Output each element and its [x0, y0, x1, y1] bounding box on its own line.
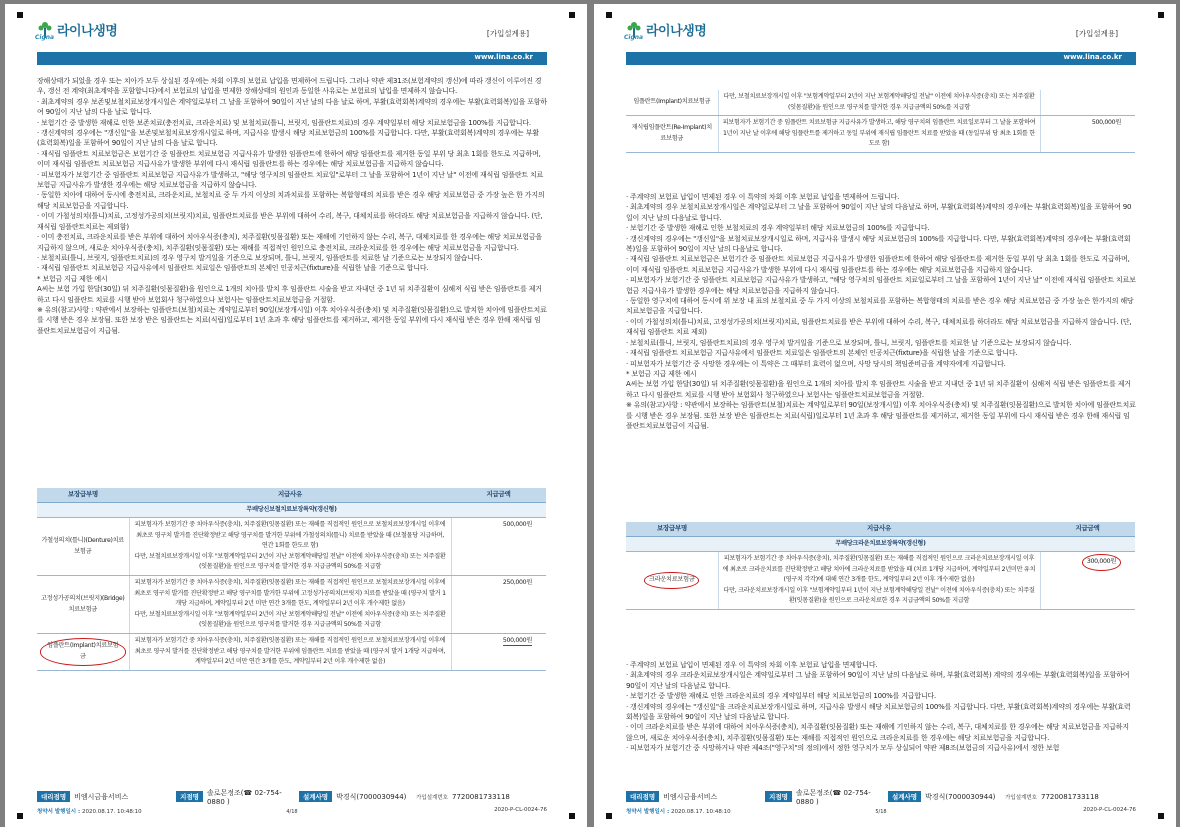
print-date: 청약서 발행일시 : 2020.08.17. 10:48:10 — [37, 809, 142, 815]
page-4 — [5, 4, 587, 827]
footer-label: 설계사명 — [888, 791, 921, 802]
paragraph: 장해상태가 되었을 경우 또는 치아가 모두 상실된 경우에는 차회 이후의 보험료 납입을 면제하여 드립니다. 그러나 약관 제31조(보험계약의 갱신)에 따라 갱신이 이루어진 경우, 갱신 전 계약(최초계약을 포함합니다)에서 보험료의 납입을 면제한 장해상태의 원인과 동일한 사유로는 보험료의 납입을 면제하지 않습니다. — [37, 77, 542, 96]
table-row — [626, 552, 1135, 610]
url-text[interactable]: www.lina.co.kr — [1063, 53, 1122, 61]
benefit-name-text: 재식립임플란트(Re-Implant)치료보험금 — [631, 124, 712, 143]
benefit-name — [37, 576, 129, 634]
payment-reason — [129, 518, 451, 576]
crop-mark — [569, 813, 575, 819]
paragraph: · 피보험자가 보험기간 중 임플란트 치료보험금 지급사유가 발생하고, "해당 영구치의 임플란트 치료일"로부터 그 날을 포함하여 1년이 지난 날" 이전에 재식립 임플란트 치료보험금 지급사유가 발생한 경우에는 해당 치료보험금을 지급하지 않습니다. — [37, 170, 544, 190]
page-number: 4/18 — [286, 809, 298, 815]
crop-mark — [1158, 12, 1164, 18]
footer-branch: 솔로몬정조(☎ 02-754-0880 ) — [206, 788, 282, 806]
paragraph: · 보험기간 중 발생한 재해로 인한 크라운치료의 경우 계약일부터 해당 치료보험금의 100%를 지급합니다. — [626, 692, 937, 701]
paragraph: · 주계약의 보험료 납입이 면제된 경우 이 특약의 차회 이후 보험료 납입을 면제하여 드립니다. — [626, 193, 900, 201]
url-text[interactable]: www.lina.co.kr — [474, 53, 533, 61]
payment-amount — [451, 576, 546, 634]
subheader-text: 무배당신보철치료보장특약(갱신형) — [37, 502, 546, 518]
footer-planner: 박경식(7000030944) — [336, 792, 407, 801]
table-subheader — [37, 502, 546, 518]
page-footer — [37, 788, 547, 806]
table-row — [626, 116, 1135, 153]
table-subheader — [626, 536, 1135, 552]
page-footer-meta — [37, 807, 547, 817]
footer-branch: 솔로몬정조(☎ 02-754-0880 ) — [795, 788, 871, 806]
benefit-name — [626, 552, 718, 610]
reason-paragraph: 다만, 보철치료보장개시일 이후 "보험계약일부터 2년이 지난 보험계약해당일 전날" 이전에 치아우식증(충치) 또는 치주질환(잇몸질환)을 원인으로 영구치를 발거한 경우 지급금액의 50%를 지급함 — [134, 610, 446, 629]
payment-reason — [718, 116, 1040, 153]
paragraph: · 이미 가철성의치(틀니)치료, 고정성가공의치(브릿지)치료, 임플란트치료를 받은 부위에 대하여 수리, 복구, 대체치료를 하더라도 해당 치료보험금을 지급하지 않습니다. (단, 재식립 임플란트치료는 제외함) — [37, 212, 543, 231]
footer-label: 가입설계번호 — [416, 794, 448, 801]
reason-paragraph: 피보험자가 보험기간 중 치아우식증(충치), 치주질환(잇몸질환) 또는 재해를 직접적인 원인으로 보철치료보장개시일 이후에 최초로 영구치 발거를 진단확정받고 해당 영구치를 발거한 부위에 임플란트 치료를 받았을 때 (영구치 발거 1개당 지급하며, 계약일부터 2년 미만 연간 3개를 한도, 계약일부터 2년 이후 개수제한 없음) — [134, 637, 446, 666]
paragraph: * 보험금 지급 제한 예시 — [626, 369, 697, 378]
crop-mark — [17, 12, 23, 18]
crop-mark — [1158, 813, 1164, 819]
paragraph: · 보험기간 중 발생한 재해로 인한 보존치료(충전치료, 크라운치료) 및 보철치료(틀니, 브릿지, 임플란트치료)의 경우 계약일부터 해당 치료보험금을 100%를 지급합니다. — [37, 118, 531, 127]
paragraph: A씨는 보험 가입 한달(30일) 뒤 치주질환(잇몸질환)을 원인으로 1개의 치아를 발치 후 임플란트 시술을 받고 자내던 중 1년 뒤 치주질환이 심해져 식립 받은 임플란트를 제거하고 다시 임플란트 치료를 시행 받아 보험회사 청구하였으나 보험사는 임플란트치료보험금을 거절함. — [37, 285, 542, 304]
paragraph: · 이미 충전치료, 크라운치료를 받은 부위에 대하여 치아우식증(충치), 치주질환(잇몸질환) 또는 재해에 기인하지 않는 수리, 복구, 대체치료를 한 경우에는 해당 치료보험금을 지급하지 않으며, 새로운 치아우식증(충치), 치주질환(잇몸질환) 또는 재해를 직접적인 원인으로 충전치료, 크라운치료를 한 경우에는 해당 치료보험금을 지급합니다. — [37, 233, 542, 252]
doc-code: 2020-P-CL-0024-76 — [1083, 807, 1136, 813]
footer-label: 대리점명 — [626, 791, 659, 802]
logo-text: 라이나생명 — [646, 24, 707, 39]
page-5 — [594, 4, 1176, 827]
page-footer — [626, 788, 1136, 806]
col-header: 지급금액 — [1040, 522, 1135, 536]
col-header: 지급사유 — [129, 488, 451, 502]
paragraph: · 이미 가철성의치(틀니)치료, 고정성가공의치(브릿지)치료, 임플란트치료를 받은 부위에 대하여 수리, 복구, 대체치료를 하더라도 해당 치료보험금을 지급하지 않습니다. (단, 재식립 임플란트 치료 제외) — [626, 317, 1132, 337]
reason-paragraph: 피보험자가 보험기간 중 임플란트 치료보험금 지급사유가 발생하고, 해당 영구치의 임플란트 치료일로부터 그 날을 포함하여 1년이 지난 날 이후에 해당 임플란트를 제거하고 동일 부위에 재식립 임플란트 치료를 받았을 때 (동일부위 당 최초 1회를 한도로 함) — [722, 119, 1036, 148]
doc-type: [가입설계용] — [1075, 29, 1118, 38]
paragraph: · 보철치료(틀니, 브릿지, 임플란트치료)의 경우 영구치 발거일을 기준으로 보장되며, 틀니, 브릿지, 임플란트를 치료한 날 기준으로는 보장되지 않습니다. — [626, 338, 1072, 347]
paragraph: A씨는 보험 가입 한달(30일) 뒤 치주질환(잇몸질환)을 원인으로 1개의 치아를 발치 후 임플란트 시술을 받고 지내던 중 1년 뒤 치주질환이 심해져 식립 받은 임플란트를 제거하고 다시 임플란트 치료를 시행 받아 보험회사 청구하였으나 보험사는 임플란트치료보험금을 거절함. — [626, 380, 1131, 399]
page-number: 5/18 — [875, 809, 887, 815]
benefit-name-text: 크라운치료보험금 — [644, 572, 699, 589]
crop-mark — [17, 813, 23, 819]
payment-amount — [451, 634, 546, 671]
paragraph: · 갱신계약의 경우에는 "갱신일"을 보존및보철치료보장개시일로 하며, 지급사유 발생시 해당 치료보험금의 100%를 지급합니다. 다만, 부활(효력회복)계약의 경우에는 부활(효력회복)일을 포함하여 90일이 지난 날의 다음 날로 합니다. — [37, 129, 539, 148]
paragraph: · 재식립 임플란트 치료보험금 지급사유에서 임플란트 치료일은 임플란트의 본체인 인공치근(fixture)을 식립한 날을 기준으로 합니다. — [626, 349, 1018, 358]
paragraph: · 동일한 치아에 대하여 동시에 충전치료, 크라운치료, 보철치료 중 두 가지 이상의 치과치료를 포함하는 복합형태의 치료를 받은 경우 해당 치료보험금 중 가장 높은 한 가지의 해당 치료보험금을 지급합니다. — [37, 191, 545, 210]
footer-label: 가입설계번호 — [1005, 794, 1037, 801]
paragraph: · 재식립 임플란트 치료보험금은 보험기간 중 임플란트 치료보험금 지급사유가 발생한 임플란트에 한하여 해당 임플란트를 제거한 동일 부위 당 최초 1회를 한도로 지급하며, 이미 재식립 임플란트 치료보험금 지급사유가 발생한 부위에 다시 재식립 임플란트를 하는 경우에는 해당 치료보험금을 지급하지 않습니다. — [37, 149, 541, 169]
paragraph: ※ 유의(참고)사항 : 약관에서 보장하는 임플란트(보철)치료는 계약일로부터 90일(보장개시일) 이후 치아우식증(충치) 및 치주질환(잇몸질환)으로 발치한 치아에 임플란트치료를 시행 받은 경우 보장됨. 또한 보장 받은 임플란트는 치료(식립)일로부터 1년 초과 후 해당 임플란트를 제거하고, 제거한 동일 부위에 다시 재식립 받은 경우 한해 재식립 임플란트치료보험금이 지급됨. — [37, 305, 547, 335]
paragraph: · 동일한 영구치에 대하여 동시에 위 보장 내 표의 보철치료 중 두 가지 이상의 보철치료를 포함하는 복합형태의 치료를 받은 경우 해당 치료보험금 중 가장 높은 한가지의 해당 치료보험금을 지급합니다. — [626, 297, 1134, 316]
payment-reason — [718, 90, 1040, 116]
paragraph: · 보철치료(틀니, 브릿지, 임플란트치료)의 경우 영구치 발거일을 기준으로 보장되며, 틀니, 브릿지, 임플란트를 치료한 날 기준으로는 보장되지 않습니다. — [37, 253, 483, 262]
benefit-name-text: 임플란트(Implant)치료보험금 — [40, 638, 126, 665]
benefit-name — [626, 116, 718, 153]
url-bar — [626, 52, 1136, 65]
paragraph: · 재식립 임플란트 치료보험금은 보험기간 중 임플란트 치료보험금 지급사유가 발생한 임플란트에 한하여 해당 임플란트를 제거한 동일 부위 당 최초 1회를 한도로 지급하며, 이미 재식립 임플란트 치료보험금 지급사유가 발생한 부위에 다시 재식립 임플란트를 하는 경우에는 해당 치료보험금을 지급하지 않습니다. — [626, 255, 1130, 274]
col-header: 보장급부명 — [626, 522, 718, 536]
paragraph: · 피보험자가 보험기간 중 사망한 경우에는 이 특약은 그 때부터 효력이 없으며, 사망 당시의 책임준비금을 계약자에게 지급합니다. — [626, 359, 1006, 368]
url-bar — [37, 52, 547, 65]
paragraph: · 주계약의 보험료 납입이 면제된 경우 이 특약의 차회 이후 보험료 납입을 면제합니다. — [626, 661, 878, 669]
page-footer-meta — [626, 807, 1136, 817]
footer-label: 대리점명 — [37, 791, 70, 802]
coverage-table — [37, 488, 546, 671]
paragraph: · 이미 크라운치료를 받은 부위에 대하여 치아우식증(충치), 치주질환(잇몸질환) 또는 재해에 기인하지 않는 수리, 복구, 대체치료를 한 경우에는 해당 치료보험금을 지급하지 않으며, 새로운 치아우식증(충치), 치주질환(잇몸질환) 또는 재해를 직접적인 원인으로 크라운치료를 한 경우에는 해당 치료보험금을 지급합니다. — [626, 723, 1129, 742]
footer-code: 7720081733118 — [451, 792, 510, 801]
paragraph: · 피보험자가 보험기간 중 사망하거나 약관 제4조("영구치"의 정의)에서 정한 영구치가 모두 상실되어 약관 제8조(보험금의 지급사유)에서 정한 보험 — [626, 744, 1060, 753]
payment-amount — [1040, 116, 1135, 153]
paragraph: ※ 유의(참고)사항 : 약관에서 보장하는 임플란트(보철)치료는 계약일로부터 90일(보장개시일) 이후 치아우식증(충치) 및 치주질환(잇몸질환)으로 발치한 치아에 임플란트치료를 시행 받은 경우 보장됨. 또한 보장 받은 임플란트는 치료(식립)일로부터 1년 초과 후 해당 임플란트를 제거하고, 제거한 동일 부위에 다시 재식립 받은 경우 한해 재식립 임플란트치료보험금이 지급됨. — [626, 401, 1136, 430]
paragraph: · 최초계약의 경우 크라운치료보장개시일은 계약일로부터 그 날을 포함하여 90일이 지난 날의 다음날로 하며, 부활(효력회복) 계약의 경우에는 부활(효력회복)일을 포함하여 90일이 지난 날의 다음날로 합니다. — [626, 671, 1130, 690]
reason-paragraph: 다만, 보철치료보장개시일 이후 "보험계약일부터 2년이 지난 보험계약해당일 전날" 이전에 치아우식증(충치) 또는 치주질환(잇몸질환)을 원인으로 영구치를 발거한 경우 지급금액의 50%를 지급함 — [134, 552, 446, 571]
logo-text: 라이나생명 — [57, 24, 118, 39]
payment-amount — [1040, 90, 1135, 116]
right-body-text — [626, 192, 1136, 431]
payment-amount — [451, 518, 546, 576]
paragraph: · 재식립 임플란트 치료보험금 지급사유에서 임플란트 치료일은 임플란트의 본체인 인공치근(fixture)을 식립한 날을 기준으로 합니다. — [37, 264, 429, 273]
print-date: 청약서 발행일시 : 2020.08.17. 10:48:10 — [626, 809, 731, 815]
amount-text: 300,000원 — [1082, 554, 1121, 571]
footer-label: 지점명 — [765, 791, 792, 802]
reason-paragraph: 피보험자가 보험기간 중 치아우식증(충치), 치주질환(잇몸질환) 또는 재해를 직접적인 원인으로 크라운치료보장개시일 이후에 최초로 크라운치료를 진단확정받고 해당 치아에 크라운치료를 받았을 때 (치료 1개당 지급하며, 계약일부터 2년미만 유치(영구치 각각)에 대해 연간 3개를 한도, 계약일부터 2년 이후 개수제한 없음) — [722, 555, 1036, 584]
reason-paragraph: 피보험자가 보험기간 중 치아우식증(충치), 치주질환(잇몸질환) 또는 재해를 직접적인 원인으로 보철치료보장개시일 이후에 최초로 영구치 발거를 진단확정받고 해당 영구치를 발거한 부위에 고정성가공의치(브릿지) 치료를 받았을 때 (영구치 발거 1개당 지급하며, 계약일부터 2년 미만 연간 3개를 한도, 계약일부터 2년 이후 개수제한 없음) — [134, 579, 446, 608]
paragraph: · 갱신계약의 경우에는 "갱신일"을 크라운치료보장개시일로 하며, 지급사유 발생시 해당 치료보험금의 100%를 지급합니다. 다만, 부활(효력회복)계약의 경우에는 부활(효력회복)일을 포함하여 90일이 지난 날의 다음날로 합니다. — [626, 702, 1131, 722]
benefit-name-text: 임플란트(Implant)치료보험금 — [633, 98, 711, 106]
benefit-name — [626, 90, 718, 116]
footer-label: 지점명 — [176, 791, 203, 802]
doc-type: [가입설계용] — [486, 29, 529, 38]
table-row — [37, 634, 546, 671]
footer-label: 설계사명 — [299, 791, 332, 802]
crown-coverage-table — [626, 522, 1135, 610]
table-row — [37, 576, 546, 634]
left-body-text — [37, 76, 547, 336]
table-row — [626, 90, 1135, 116]
benefit-name — [37, 518, 129, 576]
subheader-text: 무배당크라운치료보장특약(갱신형) — [626, 536, 1135, 552]
payment-reason — [718, 552, 1040, 610]
amount-text: 500,000원 — [1091, 119, 1121, 127]
amount-text: 250,000원 — [502, 579, 532, 587]
benefit-name-text: 고정성가공의치(브릿지)(Bridge)치료보험금 — [40, 594, 125, 613]
paragraph: · 최초계약의 경우 보존및보철치료보장개시일은 계약일로부터 그 날을 포함하여 90일이 지난 날의 다음 날로 하며, 부활(효력회복)계약의 경우에는 부활(효력회복)일을 포함하여 90일이 지난 날의 다음 날로 합니다. — [37, 97, 547, 117]
footer-planner: 박경식(7000030944) — [925, 792, 996, 801]
doc-code: 2020-P-CL-0024-76 — [494, 807, 547, 813]
benefit-name — [37, 634, 129, 671]
table-row — [37, 518, 546, 576]
payment-reason — [129, 576, 451, 634]
crop-mark — [606, 813, 612, 819]
logo-sub: Cigna — [624, 34, 644, 41]
footer-code: 7720081733118 — [1040, 792, 1099, 801]
logo-sub: Cigna — [35, 34, 55, 41]
amount-text: 500,000원 — [502, 521, 532, 529]
paragraph: · 최초계약의 경우 보철치료보장개시일은 계약일로부터 그 날을 포함하여 90일이 지난 날의 다음날로 하며, 부활(효력회복)계약의 경우에는 부활(효력회복)일을 포함하여 90일이 지난 날의 다음날로 합니다. — [626, 203, 1132, 222]
amount-text: 500,000원 — [502, 637, 532, 645]
right-body-text-2 — [626, 660, 1136, 754]
paragraph: · 갱신계약의 경우에는 "갱신일"을 보철치료보장개시일로 하며, 지급사유 발생시 해당 치료보험금의 100%를 지급합니다. 다만, 부활(효력회복)계약의 경우에는 부활(효력회복)일을 포함하여 90일이 지난 날의 다음날로 합니다. — [626, 234, 1131, 254]
footer-agency: 비엠시금융서비스 — [663, 792, 718, 801]
paragraph: · 피보험자가 보험기간 중 임플란트 치료보험금 지급사유가 발생하고, "해당 영구치의 임플란트 치료일로부터 그 날을 포함하여 1년이 지난 날" 이전에 재식립 임플란트 치료보험금 지급사유가 발생한 경우에는 해당 치료보험금을 지급하지 않습니다. — [626, 276, 1136, 295]
reason-paragraph: 다만, 보철치료보장개시일 이후 "보험계약일부터 2년이 지난 보험계약해당일 전날" 이전에 치아우식증(충치) 또는 치주질환(잇몸질환)을 원인으로 영구치를 발거한 경우 지급금액의 50%를 지급함 — [723, 93, 1035, 111]
benefit-name-text: 가철성의치(틀니)(Denture)치료보험금 — [41, 536, 124, 555]
col-header: 보장급부명 — [37, 488, 129, 502]
paragraph: * 보험금 지급 제한 예시 — [37, 274, 108, 283]
payment-amount — [1040, 552, 1135, 610]
reason-paragraph: 다만, 크라운치료보장개시일 이후 "보험계약일부터 1년이 지난 보험계약해당일 전날" 이전에 치아우식증(충치) 또는 치주질환(잇몸질환)을 원인으로 크라운치료한 경우 지급금액의 50%를 지급함 — [723, 586, 1035, 605]
payment-reason — [129, 634, 451, 671]
crop-mark — [606, 12, 612, 18]
reason-paragraph: 피보험자가 보험기간 중 치아우식증(충치), 치주질환(잇몸질환) 또는 재해를 직접적인 원인으로 보철치료보장개시일 이후에 최초로 영구치 발거를 진단확정받고 해당 영구치를 발거한 부위에 가철성의치(틀니) 치료를 받았을 때 (보철물당 지급하며, 연간 1회를 한도로 함) — [134, 521, 446, 550]
coverage-table-continued — [626, 90, 1135, 153]
col-header: 지급사유 — [718, 522, 1040, 536]
paragraph: · 보험기간 중 발생한 재해로 인한 보철치료의 경우 계약일부터 해당 치료보험금의 100%를 지급합니다. — [626, 224, 930, 233]
col-header: 지급금액 — [451, 488, 546, 502]
crop-mark — [569, 12, 575, 18]
footer-agency: 비엠시금융서비스 — [74, 792, 129, 801]
